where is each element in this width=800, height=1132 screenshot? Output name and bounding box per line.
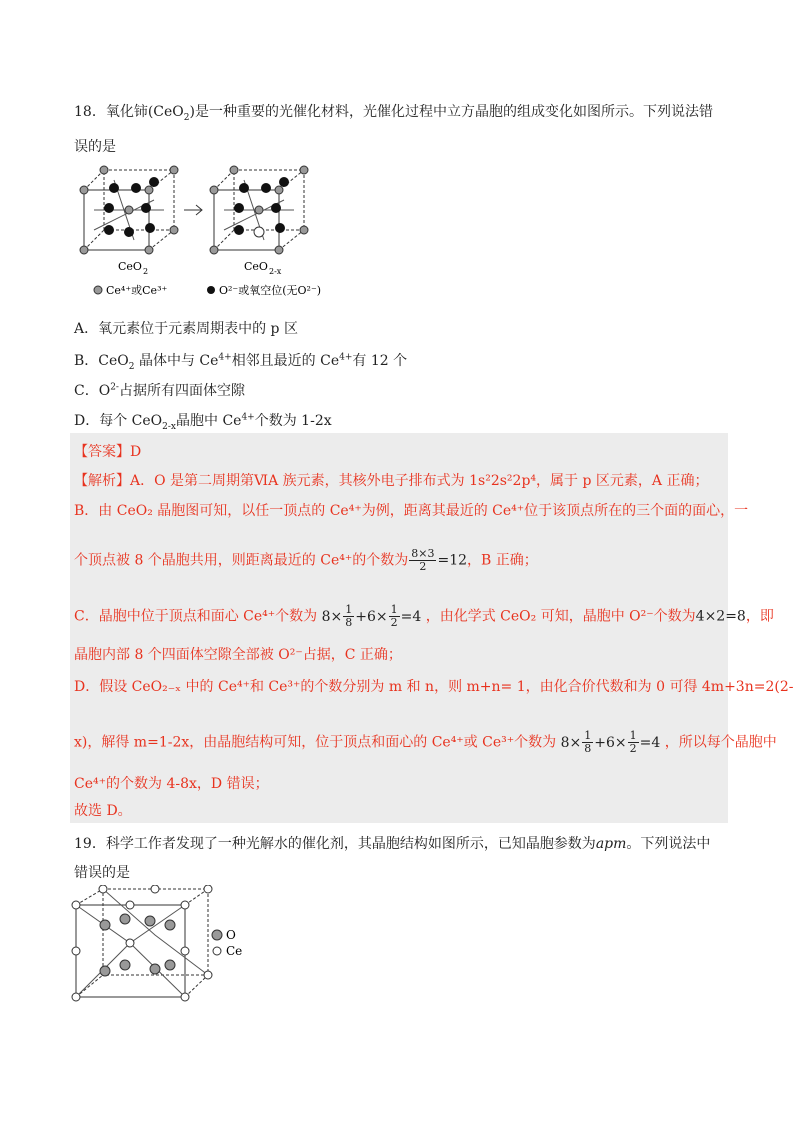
q18-option-d: D．每个 CeO$_{2-x}$晶胞中 $Ce^{4+}$个数为 1-2x — [74, 412, 332, 432]
svg-text:2-x: 2-x — [269, 267, 282, 276]
q18-option-b: B．CeO$_2$ 晶体中与 $Ce^{4+}$相邻且最近的 $Ce^{4+}$有 12 个 — [74, 352, 408, 372]
analysis-c-line2: 晶胞内部 8 个四面体空隙全部被 O²⁻占据，C 正确； — [74, 647, 402, 663]
analysis-d-line1: D．假设 CeO₂₋ₓ 中的 Ce⁴⁺和 Ce³⁺的个数分别为 m 和 n，则 m+n= 1，由化合价代数和为 0 可得 4m+3n=2(2- — [74, 679, 794, 695]
ceo2-unit-cell-diagram — [74, 160, 354, 300]
q18-option-a: A．氧元素位于元素周期表中的 p 区 — [74, 321, 298, 337]
fraction-8x3-over-2: $\frac{8\times 3}{2}$ — [411, 547, 435, 573]
formula-d2: 8× $\frac{1}{8}$ +6× $\frac{1}{2}$ =4 — [560, 729, 661, 755]
analysis-c-line1: C．晶胞中位于顶点和面心 Ce⁴⁺个数为 8× $\frac{1}{8}$ +6× $\frac{1}{2}$ =4 ，由化学式 CeO₂ 可知，晶胞中 O²⁻个数为4×2=8，即 — [74, 603, 774, 629]
analysis-b-line1: B．由 CeO₂ 晶胞图可知，以任一顶点的 Ce⁴⁺为例，距离其最近的 Ce⁴⁺位于该顶点所在的三个面的面心，一 — [74, 503, 749, 519]
formula-c1: 8× $\frac{1}{8}$ +6× $\frac{1}{2}$ =4 — [321, 603, 422, 629]
catalyst-unit-cell-diagram — [70, 885, 270, 1005]
answer-label: 【答案】D — [74, 444, 142, 460]
svg-text:2: 2 — [143, 267, 149, 276]
q18-figure — [74, 160, 354, 304]
q18-stem: 18．氧化铈(CeO$_2$)是一种重要的光催化材料，光催化过程中立方晶胞的组成变化如图所示。下列说法错误的是 — [74, 104, 713, 155]
svg-text:Ce⁴⁺或Ce³⁺: Ce⁴⁺或Ce³⁺ — [106, 284, 168, 297]
q19-figure — [70, 885, 270, 1009]
svg-text:CeO: CeO — [244, 260, 268, 273]
svg-text:O: O — [226, 928, 236, 942]
analysis-b-line2: 个顶点被 8 个晶胞共用，则距离最近的 Ce⁴⁺的个数为 $\frac{8\times 3}{2}$ =12，B 正确； — [74, 547, 538, 573]
q19-stem: 19．科学工作者发现了一种光解水的催化剂，其晶胞结构如图所示，已知晶胞参数为apm。下列说法中错误的是 — [74, 836, 711, 881]
svg-text:O²⁻或氧空位(无O²⁻): O²⁻或氧空位(无O²⁻) — [219, 284, 322, 297]
svg-text:Ce: Ce — [226, 944, 243, 958]
analysis-d-line2: x)，解得 m=1-2x，由晶胞结构可知，位于顶点和面心的 Ce⁴⁺或 Ce³⁺个数为 8× $\frac{1}{8}$ +6× $\frac{1}{2}$ =4 ，所以每个晶胞中 — [74, 729, 777, 755]
analysis-conclusion: 故选 D。 — [74, 803, 132, 819]
svg-text:CeO: CeO — [118, 260, 142, 273]
q18-option-c: C．$O^{2-}$占据所有四面体空隙 — [74, 382, 245, 399]
analysis-a: 【解析】A．O 是第二周期第ⅥA 族元素，其核外电子排布式为 1s²2s²2p⁴，属于 p 区元素，A 正确； — [74, 473, 709, 489]
analysis-d-line3: Ce⁴⁺的个数为 4-8x，D 错误； — [74, 776, 269, 792]
